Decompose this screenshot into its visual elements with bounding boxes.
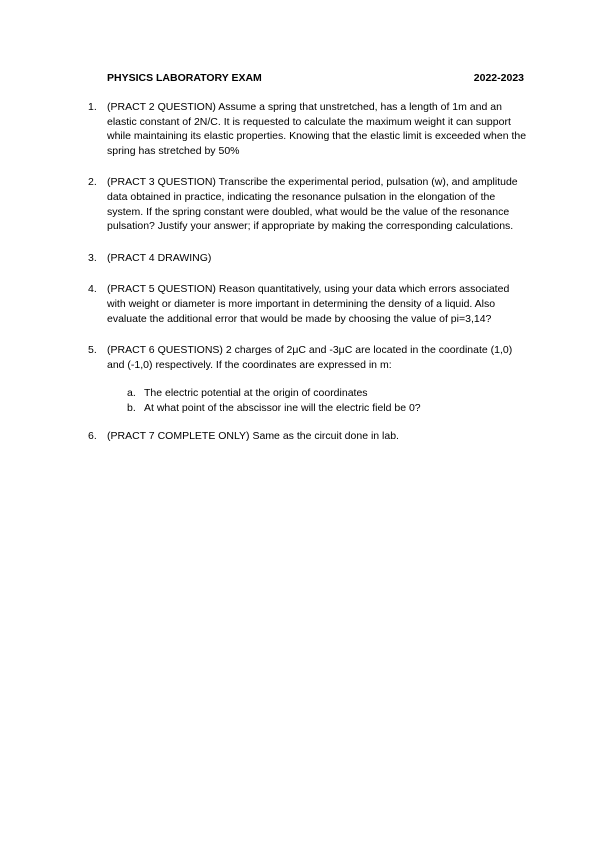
academic-year: 2022-2023 [473,72,524,84]
question-text: (PRACT 7 COMPLETE ONLY) Same as the circuit done in lab. [107,429,399,442]
sub-question-letter: b. [127,401,136,414]
question-number: 6. [88,429,97,442]
exam-title: PHYSICS LABORATORY EXAM [107,72,262,84]
question-text: (PRACT 3 QUESTION) Transcribe the experimental period, pulsation (w), and amplitude data obtained in practice, indicating the resonance pulsation in the elongation of the system. If the spring constant were doubled, what would be the value of the resonance pulsation? Justify your answer; if appropriate by making the corresponding calculations. [107,176,518,233]
question-number: 2. [88,176,97,189]
question-list [0,100,600,443]
sub-question-letter: a. [127,387,136,400]
question-number: 3. [88,251,97,264]
question-number: 4. [88,283,97,296]
sub-question-item [127,401,529,416]
sub-question-item [127,386,529,401]
question-item [0,282,529,326]
question-item [0,343,529,415]
question-text: (PRACT 2 QUESTION) Assume a spring that unstretched, has a length of 1m and an elastic constant of 2N/C. It is requested to calculate the maximum weight it can support while maintaining its elastic properties. Knowing that the elastic limit is exceeded when the spring has stretched by 50% [107,101,527,157]
sub-question-list [107,386,529,415]
sub-question-text: The electric potential at the origin of coordinates [144,387,368,400]
question-item [0,429,529,444]
sub-question-text: At what point of the abscissor ine will the electric field be 0? [144,401,421,414]
question-item [0,100,529,158]
question-text: (PRACT 5 QUESTION) Reason quantitatively, using your data which errors associated with weight or diameter is more important in determining the density of a liquid. Also evaluate the additional error that would be made by choosing the value of pi=3,14? [107,283,510,325]
question-number: 5. [88,344,97,357]
exam-header [107,71,524,85]
question-item [0,251,529,266]
question-text: (PRACT 4 DRAWING) [107,251,212,264]
question-number: 1. [88,101,97,113]
question-text: (PRACT 6 QUESTIONS) 2 charges of 2μC and -3μC are located in the coordinate (1,0) and (-1,0) respectively. If the coordinates are expressed in m: [107,344,513,371]
question-item [0,175,529,233]
